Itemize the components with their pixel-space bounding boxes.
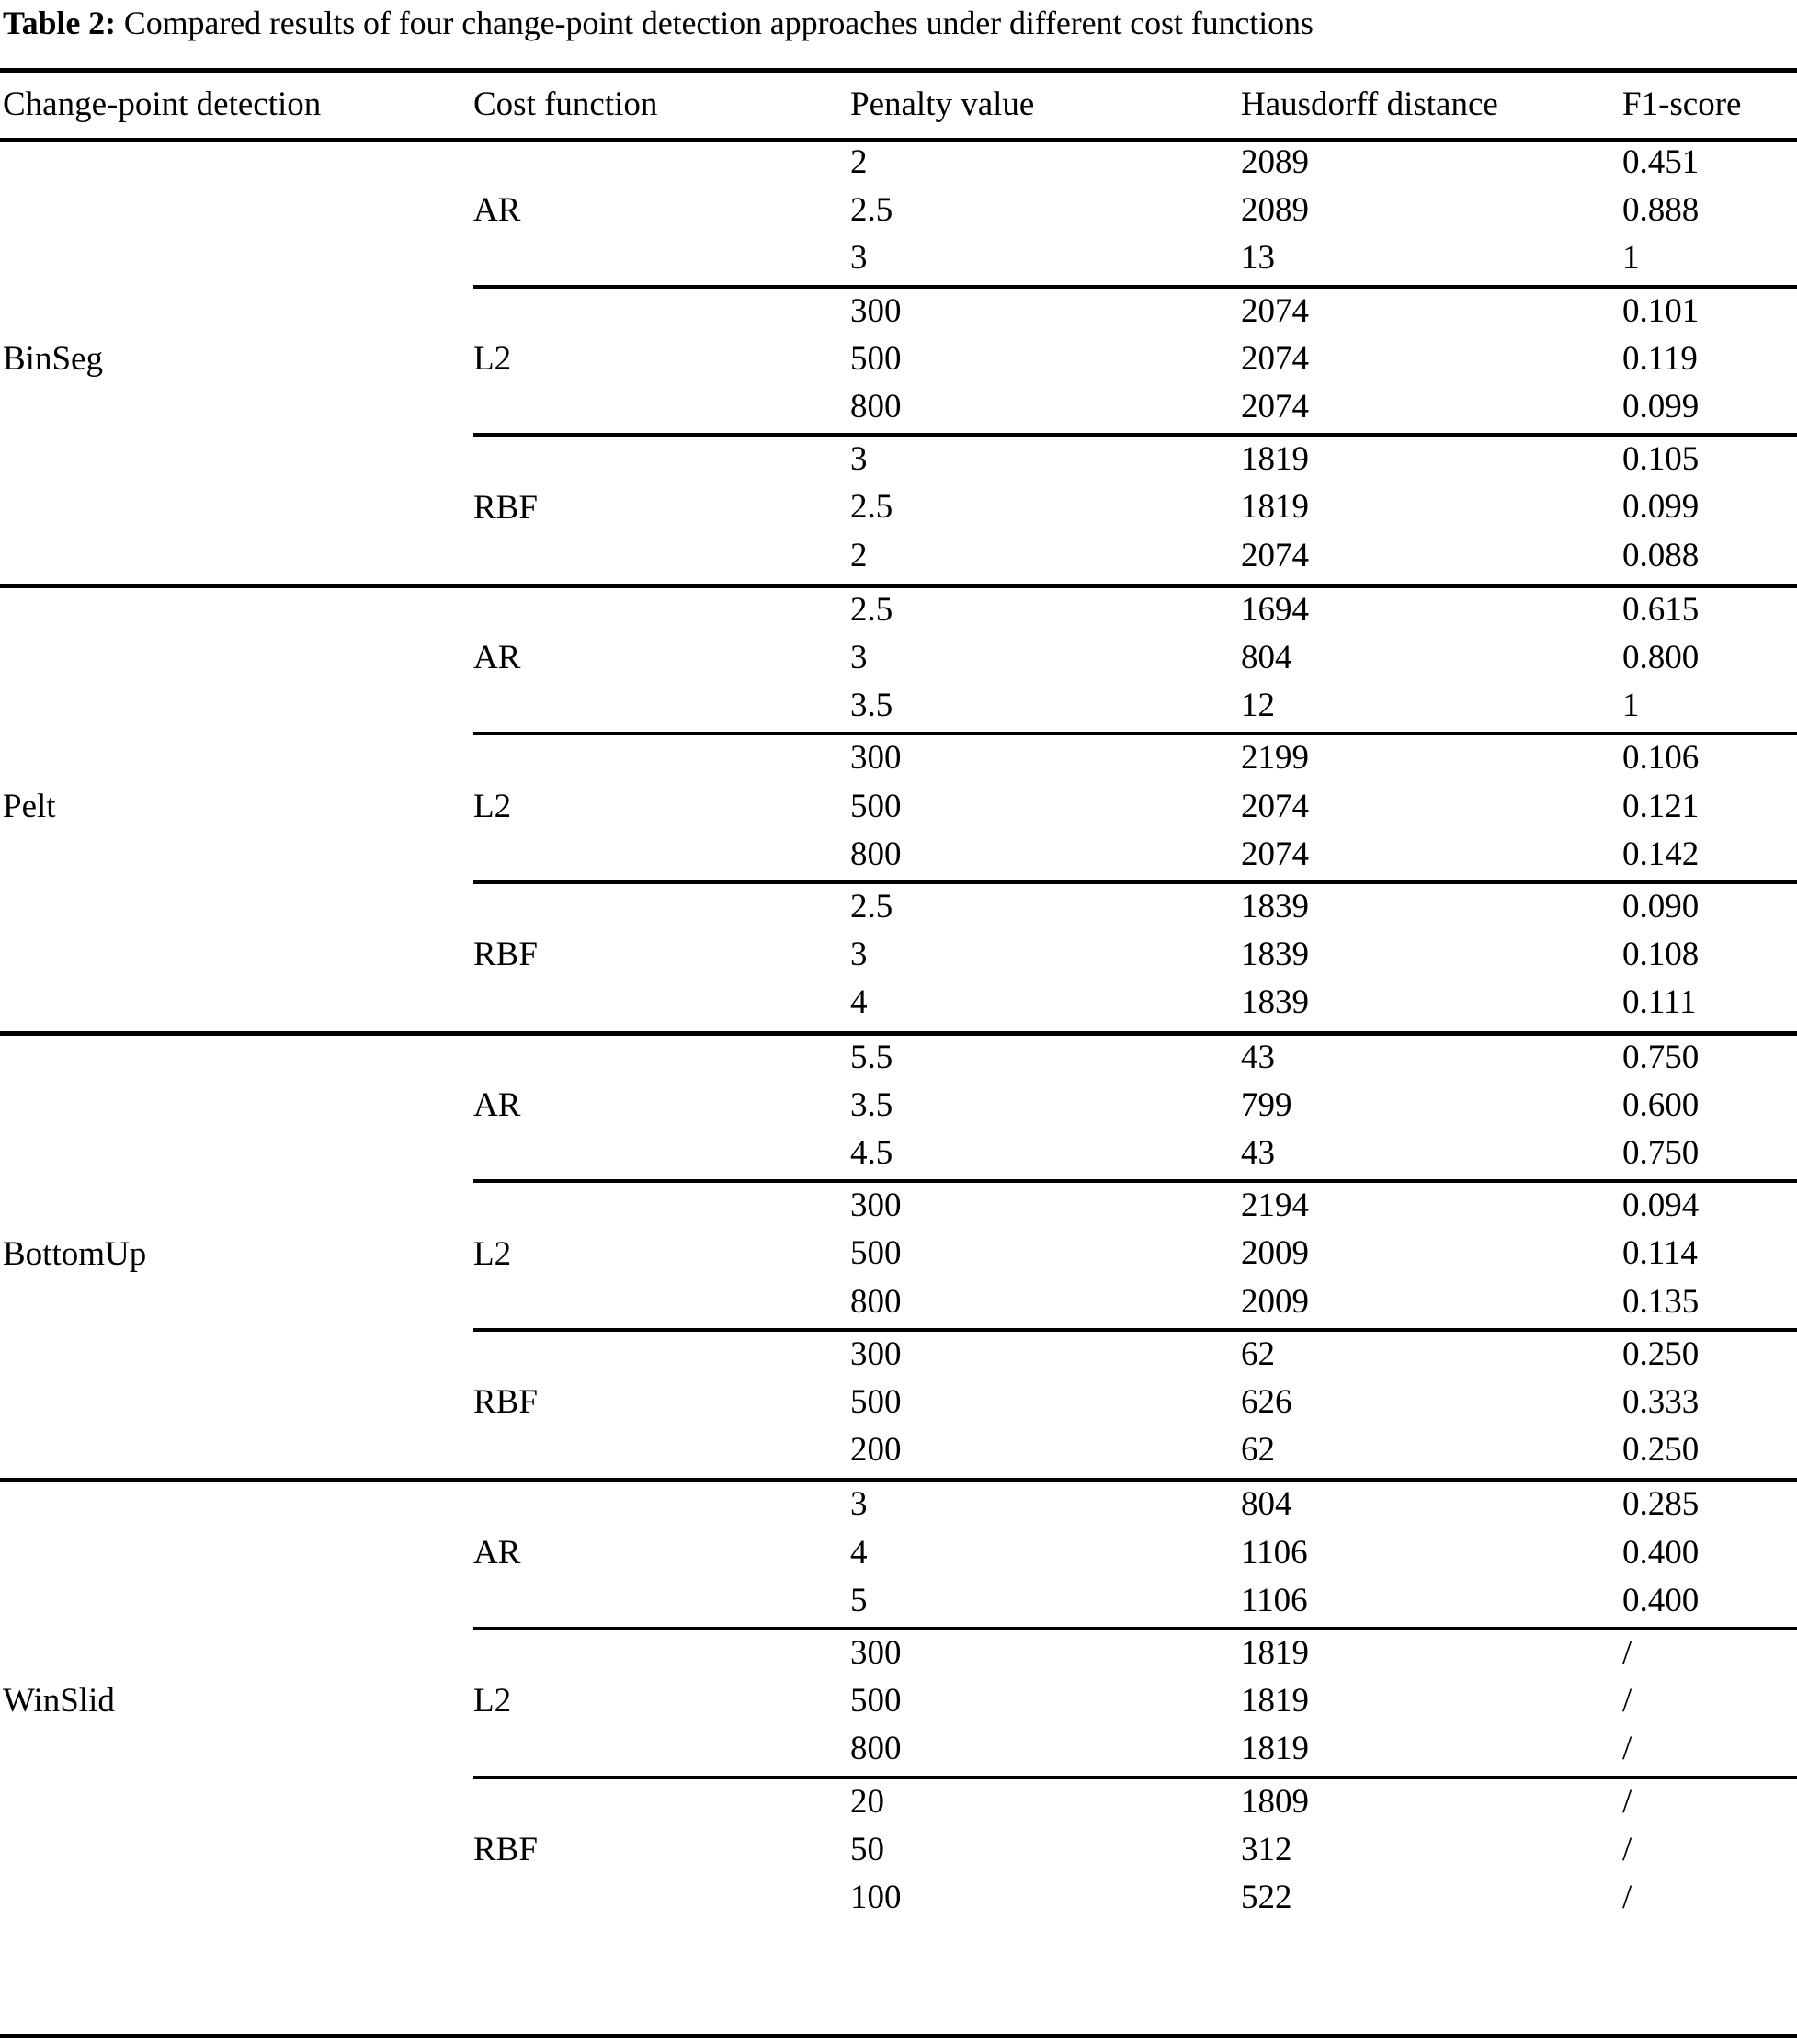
penalty-value-cell: 500 [850, 1234, 902, 1273]
penalty-value-cell: 800 [850, 1282, 902, 1321]
penalty-value-cell: 3.5 [850, 687, 893, 725]
penalty-value-cell: 3 [850, 1485, 868, 1524]
hausdorff-distance-cell: 312 [1241, 1830, 1292, 1868]
hausdorff-distance-cell: 2074 [1241, 787, 1309, 825]
f1-score-cell: / [1622, 1879, 1632, 1916]
method-group-rule [0, 1478, 1797, 1482]
penalty-value-cell: 2.5 [850, 191, 893, 230]
hausdorff-distance-cell: 62 [1241, 1431, 1275, 1470]
cost-function-label: L2 [473, 1234, 512, 1273]
column-header-penalty-value: Penalty value [850, 85, 1035, 123]
f1-score-cell: 0.400 [1622, 1533, 1700, 1572]
cost-block-rule [473, 285, 1797, 289]
penalty-value-cell: 300 [850, 739, 902, 778]
column-header-change-point-detection: Change-point detection [3, 85, 322, 123]
hausdorff-distance-cell: 1819 [1241, 1730, 1309, 1768]
f1-score-cell: 0.105 [1622, 440, 1700, 479]
table-bottom-rule [0, 2034, 1797, 2038]
cost-function-label: RBF [473, 936, 538, 974]
cost-function-label: L2 [473, 339, 512, 378]
hausdorff-distance-cell: 1819 [1241, 440, 1309, 479]
f1-score-cell: 0.615 [1622, 590, 1700, 629]
f1-score-cell: 0.090 [1622, 888, 1700, 925]
hausdorff-distance-cell: 2074 [1241, 835, 1309, 873]
f1-score-cell: 1 [1622, 239, 1640, 278]
hausdorff-distance-cell: 2199 [1241, 739, 1309, 778]
cost-function-label: L2 [473, 787, 512, 825]
penalty-value-cell: 20 [850, 1782, 884, 1821]
change-point-detection-label: Pelt [3, 787, 56, 825]
cost-function-label: AR [473, 1533, 521, 1572]
f1-score-cell: 0.750 [1622, 1038, 1700, 1076]
penalty-value-cell: 2.5 [850, 590, 893, 629]
penalty-value-cell: 800 [850, 835, 902, 873]
hausdorff-distance-cell: 2009 [1241, 1234, 1309, 1273]
hausdorff-distance-cell: 2194 [1241, 1187, 1309, 1225]
penalty-value-cell: 4.5 [850, 1134, 893, 1172]
cost-block-rule [473, 1328, 1797, 1332]
table-header-row [0, 77, 1797, 132]
method-group-rule [0, 584, 1797, 588]
f1-score-cell: 0.111 [1622, 983, 1697, 1022]
cost-function-label: RBF [473, 488, 538, 527]
hausdorff-distance-cell: 1819 [1241, 1634, 1309, 1672]
hausdorff-distance-cell: 62 [1241, 1334, 1275, 1373]
table-top-rule [0, 68, 1797, 73]
penalty-value-cell: 300 [850, 1634, 902, 1672]
penalty-value-cell: 300 [850, 291, 902, 330]
f1-score-cell: 0.108 [1622, 936, 1700, 974]
penalty-value-cell: 2.5 [850, 488, 893, 527]
hausdorff-distance-cell: 1106 [1241, 1533, 1308, 1572]
hausdorff-distance-cell: 2089 [1241, 191, 1309, 230]
penalty-value-cell: 3 [850, 239, 868, 278]
f1-score-cell: 0.099 [1622, 388, 1700, 426]
hausdorff-distance-cell: 2089 [1241, 143, 1309, 181]
f1-score-cell: 0.101 [1622, 291, 1700, 330]
f1-score-cell: 0.888 [1622, 191, 1700, 230]
cost-function-label: L2 [473, 1682, 512, 1720]
penalty-value-cell: 3 [850, 639, 868, 676]
f1-score-cell: 0.099 [1622, 488, 1700, 527]
f1-score-cell: 0.800 [1622, 639, 1700, 676]
hausdorff-distance-cell: 2074 [1241, 339, 1309, 378]
method-group-rule [0, 1031, 1797, 1036]
hausdorff-distance-cell: 43 [1241, 1038, 1275, 1076]
penalty-value-cell: 500 [850, 1383, 902, 1421]
penalty-value-cell: 2 [850, 536, 868, 574]
cost-block-rule [473, 732, 1797, 735]
penalty-value-cell: 300 [850, 1187, 902, 1225]
f1-score-cell: 0.285 [1622, 1485, 1700, 1524]
f1-score-cell: 0.119 [1622, 339, 1698, 378]
caption-text: Compared results of four change-point detection approaches under different cost functions [115, 5, 1314, 41]
hausdorff-distance-cell: 1819 [1241, 1682, 1309, 1720]
hausdorff-distance-cell: 2074 [1241, 388, 1309, 426]
cost-block-rule [473, 1179, 1797, 1183]
hausdorff-distance-cell: 43 [1241, 1134, 1275, 1172]
cost-block-rule [473, 880, 1797, 884]
cost-block-rule [473, 433, 1797, 437]
hausdorff-distance-cell: 522 [1241, 1879, 1292, 1916]
penalty-value-cell: 3 [850, 440, 868, 479]
change-point-detection-label: BinSeg [3, 339, 103, 378]
column-header-f1-score: F1-score [1622, 85, 1742, 123]
penalty-value-cell: 4 [850, 983, 868, 1022]
penalty-value-cell: 800 [850, 1730, 902, 1768]
f1-score-cell: 0.750 [1622, 1134, 1700, 1172]
hausdorff-distance-cell: 626 [1241, 1383, 1292, 1421]
f1-score-cell: / [1622, 1830, 1632, 1868]
f1-score-cell: / [1622, 1634, 1632, 1672]
f1-score-cell: / [1622, 1682, 1632, 1720]
f1-score-cell: 0.106 [1622, 739, 1700, 778]
penalty-value-cell: 2.5 [850, 888, 893, 925]
f1-score-cell: 0.121 [1622, 787, 1700, 825]
penalty-value-cell: 800 [850, 388, 902, 426]
penalty-value-cell: 200 [850, 1431, 902, 1470]
f1-score-cell: 0.094 [1622, 1187, 1700, 1225]
hausdorff-distance-cell: 1819 [1241, 488, 1309, 527]
f1-score-cell: 0.142 [1622, 835, 1700, 873]
f1-score-cell: 0.250 [1622, 1334, 1700, 1373]
f1-score-cell: 0.400 [1622, 1581, 1700, 1619]
penalty-value-cell: 50 [850, 1830, 884, 1868]
table-header-rule [0, 138, 1797, 142]
f1-score-cell: 0.250 [1622, 1431, 1700, 1470]
cost-block-rule [473, 1627, 1797, 1630]
hausdorff-distance-cell: 1839 [1241, 936, 1309, 974]
penalty-value-cell: 500 [850, 787, 902, 825]
f1-score-cell: / [1622, 1730, 1632, 1768]
cost-function-label: AR [473, 639, 521, 677]
penalty-value-cell: 500 [850, 1682, 902, 1720]
penalty-value-cell: 4 [850, 1533, 868, 1572]
column-header-hausdorff-distance: Hausdorff distance [1241, 85, 1498, 123]
hausdorff-distance-cell: 799 [1241, 1085, 1292, 1124]
hausdorff-distance-cell: 2074 [1241, 536, 1309, 574]
f1-score-cell: 0.333 [1622, 1383, 1700, 1421]
f1-score-cell: 0.088 [1622, 536, 1700, 574]
hausdorff-distance-cell: 1839 [1241, 888, 1309, 925]
change-point-detection-label: WinSlid [3, 1682, 115, 1720]
change-point-detection-label: BottomUp [3, 1234, 147, 1273]
f1-score-cell: / [1622, 1782, 1632, 1821]
hausdorff-distance-cell: 2074 [1241, 291, 1309, 330]
column-header-cost-function: Cost function [473, 85, 658, 123]
f1-score-cell: 0.451 [1622, 143, 1700, 181]
cost-function-label: AR [473, 191, 521, 230]
hausdorff-distance-cell: 13 [1241, 239, 1275, 278]
caption-label: Table 2: [3, 5, 116, 41]
f1-score-cell: 1 [1622, 687, 1640, 725]
hausdorff-distance-cell: 2009 [1241, 1282, 1309, 1321]
f1-score-cell: 0.114 [1622, 1234, 1698, 1273]
cost-function-label: RBF [473, 1383, 538, 1422]
cost-function-label: AR [473, 1085, 521, 1124]
penalty-value-cell: 5 [850, 1581, 868, 1619]
penalty-value-cell: 3.5 [850, 1085, 893, 1124]
hausdorff-distance-cell: 12 [1241, 687, 1275, 725]
hausdorff-distance-cell: 804 [1241, 639, 1292, 676]
hausdorff-distance-cell: 1839 [1241, 983, 1309, 1022]
hausdorff-distance-cell: 1106 [1241, 1581, 1308, 1619]
cost-function-label: RBF [473, 1830, 538, 1868]
hausdorff-distance-cell: 1809 [1241, 1782, 1309, 1821]
hausdorff-distance-cell: 804 [1241, 1485, 1292, 1524]
penalty-value-cell: 3 [850, 936, 868, 974]
penalty-value-cell: 5.5 [850, 1038, 893, 1076]
penalty-value-cell: 500 [850, 339, 902, 378]
table-caption [3, 2, 1795, 44]
f1-score-cell: 0.600 [1622, 1085, 1700, 1124]
penalty-value-cell: 100 [850, 1879, 902, 1916]
penalty-value-cell: 300 [850, 1334, 902, 1373]
cost-block-rule [473, 1776, 1797, 1779]
hausdorff-distance-cell: 1694 [1241, 590, 1309, 629]
f1-score-cell: 0.135 [1622, 1282, 1700, 1321]
penalty-value-cell: 2 [850, 143, 868, 181]
